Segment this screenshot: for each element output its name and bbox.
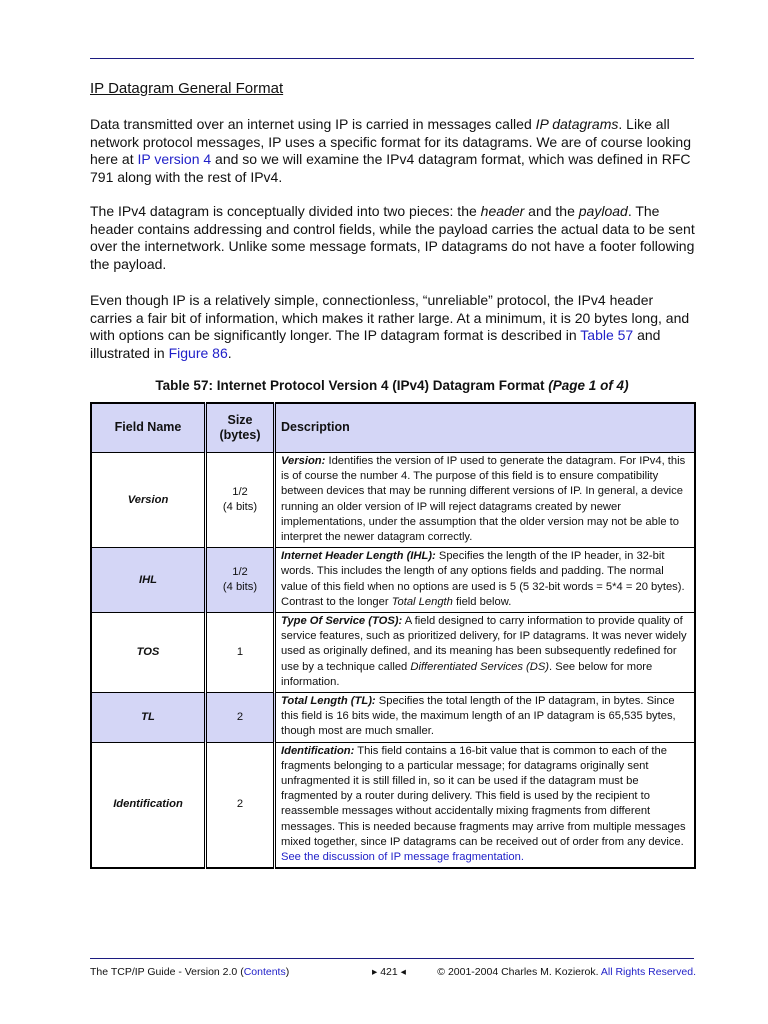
field-size: [206, 548, 275, 613]
field-size-bits: (4 bits): [222, 501, 258, 514]
header-size: [206, 403, 275, 453]
header-field-name: Field Name: [91, 403, 206, 453]
field-name: Identification: [91, 742, 206, 868]
field-description: [275, 613, 696, 693]
footer-guide-text-end: ): [285, 966, 290, 978]
table-header-row: [91, 403, 695, 453]
next-page-arrow-icon[interactable]: ◂: [400, 966, 406, 978]
field-term: Total Length (TL):: [281, 695, 376, 708]
field-term: Identification:: [281, 744, 355, 757]
field-desc-italic: Total Length: [391, 595, 453, 608]
field-size-value: 2: [236, 798, 244, 811]
paragraph-structure: [90, 203, 696, 273]
field-desc-text-end: . See below for more information.: [281, 660, 653, 688]
field-size: [206, 613, 275, 693]
field-size-value: 1/2: [232, 485, 248, 498]
table-caption-title: Table 57: Internet Protocol Version 4 (IPv4) Datagram Format: [155, 378, 545, 393]
page-number: 421: [380, 966, 398, 978]
table-row: [91, 613, 695, 693]
field-name: IHL: [91, 548, 206, 613]
table-caption-page: (Page 1 of 4): [548, 378, 629, 393]
link-table-57[interactable]: Table 57: [580, 327, 634, 344]
copyright-text: © 2001-2004 Charles M. Kozierok.: [437, 966, 601, 978]
link-fragmentation-discussion[interactable]: See the discussion of IP message fragmentation.: [281, 851, 524, 864]
field-size-value: 1: [236, 645, 244, 658]
table-row: [91, 693, 695, 743]
field-name: TL: [91, 693, 206, 743]
header-rule: [90, 58, 694, 59]
link-ip-version-4[interactable]: IP version 4: [137, 151, 212, 168]
header-size-line2: (bytes): [219, 428, 261, 442]
p2-term-payload: payload: [578, 203, 628, 219]
p1-text-c: and so we will examine the IPv4 datagram format, which was defined in RFC 791 along with the rest of IPv4.: [90, 151, 691, 185]
p3-text-b: and illustrated in: [90, 327, 661, 361]
paragraph-intro: [90, 116, 696, 186]
field-description: [275, 742, 696, 868]
header-description: Description: [275, 403, 696, 453]
field-desc-text: Specifies the length of the IP header, in 32-bit words. This includes the length of any options fields and padding. The normal value of this field when no options are used is 5 (5 32-bit words = 5*4 = 20 bytes). Contrast to the longer: [281, 550, 685, 608]
table-row: [91, 742, 695, 868]
field-size: [206, 453, 275, 548]
footer-copyright: [437, 966, 696, 978]
p1-term-ip-datagrams: IP datagrams: [535, 116, 619, 132]
p2-term-header: header: [480, 203, 525, 219]
field-desc-text: This field contains a 16-bit value that is common to each of the fragments belonging to a particular message; for datagrams originally sent unfragmented it is still filled in, so it can be used if the datagram must be fragmented by a router during delivery. This field is used by the recipient to reassemble messages without accidentally mixing fragments from different messages. This is needed because fragments may arrive from multiple messages mixed together, since IP datagrams can be received out of order from any device.: [281, 744, 686, 848]
field-term: Version:: [281, 455, 326, 467]
field-desc-text: Identifies the version of IP used to generate the datagram. For IPv4, this is of course the number 4. The purpose of this field is to ensure compatibility between devices that may be running different versions of IP. In general, a device running an older version of IP will reject datagrams created by newer implementations, under the assumption that the older version may not be able to interpret the newer datagram correctly.: [281, 455, 686, 544]
field-term: Internet Header Length (IHL):: [281, 550, 436, 563]
link-contents[interactable]: Contents: [243, 966, 286, 978]
footer-page-nav: [372, 966, 406, 978]
field-description: [275, 548, 696, 613]
field-desc-text-end: field below.: [452, 595, 512, 608]
field-desc-text: A field designed to carry information to provide quality of service features, such as prioritized delivery, for IP datagrams. It was never widely used as originally defined, and its meaning has been subsequently redefined for use by a technique called: [281, 615, 687, 673]
table-row: [91, 548, 695, 613]
prev-page-arrow-icon[interactable]: ▸: [372, 966, 378, 978]
field-desc-text: Specifies the total length of the IP datagram, in bytes. Since this field is 16 bits wide, the maximum length of an IP datagram is 65,535 bytes, though most are much smaller.: [281, 695, 676, 738]
p3-text-a: Even though IP is a relatively simple, connectionless, “unreliable” protocol, the IPv4 header carries a fair bit of information, which makes it rather large. At a minimum, it is 20 bytes long, and with options can be significantly longer. The IP datagram format is described in: [90, 292, 690, 344]
field-size: [206, 693, 275, 743]
field-size: [206, 742, 275, 868]
table-caption: [90, 378, 694, 393]
p2-text-c: . The header contains addressing and control fields, while the payload carries the actual data to be sent over the internetwork. Unlike some message formats, IP datagrams do not have a footer following the payload.: [90, 203, 695, 272]
p1-text-a: Data transmitted over an internet using IP is carried in messages called: [90, 116, 536, 132]
field-size-bits: (4 bits): [222, 581, 258, 594]
p3-text-c: .: [227, 344, 232, 361]
field-name: TOS: [91, 613, 206, 693]
footer-rule: [90, 958, 694, 959]
p2-text-a: The IPv4 datagram is conceptually divided into two pieces: the: [90, 203, 481, 219]
field-desc-italic: Differentiated Services (DS): [410, 660, 550, 673]
header-size-line1: Size: [227, 412, 253, 427]
footer-guide-text: The TCP/IP Guide - Version 2.0 (: [90, 966, 244, 978]
ipv4-format-table: [90, 402, 696, 869]
field-description: [275, 453, 696, 548]
field-size-value: 1/2: [232, 565, 248, 578]
footer-guide-title: [90, 966, 289, 978]
field-term: Type Of Service (TOS):: [281, 615, 403, 628]
link-all-rights-reserved[interactable]: All Rights Reserved.: [600, 966, 696, 978]
field-size-value: 2: [236, 710, 244, 723]
section-title: IP Datagram General Format: [90, 80, 284, 97]
paragraph-header-size: [90, 292, 696, 362]
p1-text-b: . Like all network protocol messages, IP uses a specific format for its datagrams. We are of course looking here at: [90, 116, 691, 168]
link-figure-86[interactable]: Figure 86: [168, 344, 228, 361]
p2-text-b: and the: [524, 203, 579, 219]
field-name: Version: [91, 453, 206, 548]
table-row: [91, 453, 695, 548]
field-description: [275, 693, 696, 743]
